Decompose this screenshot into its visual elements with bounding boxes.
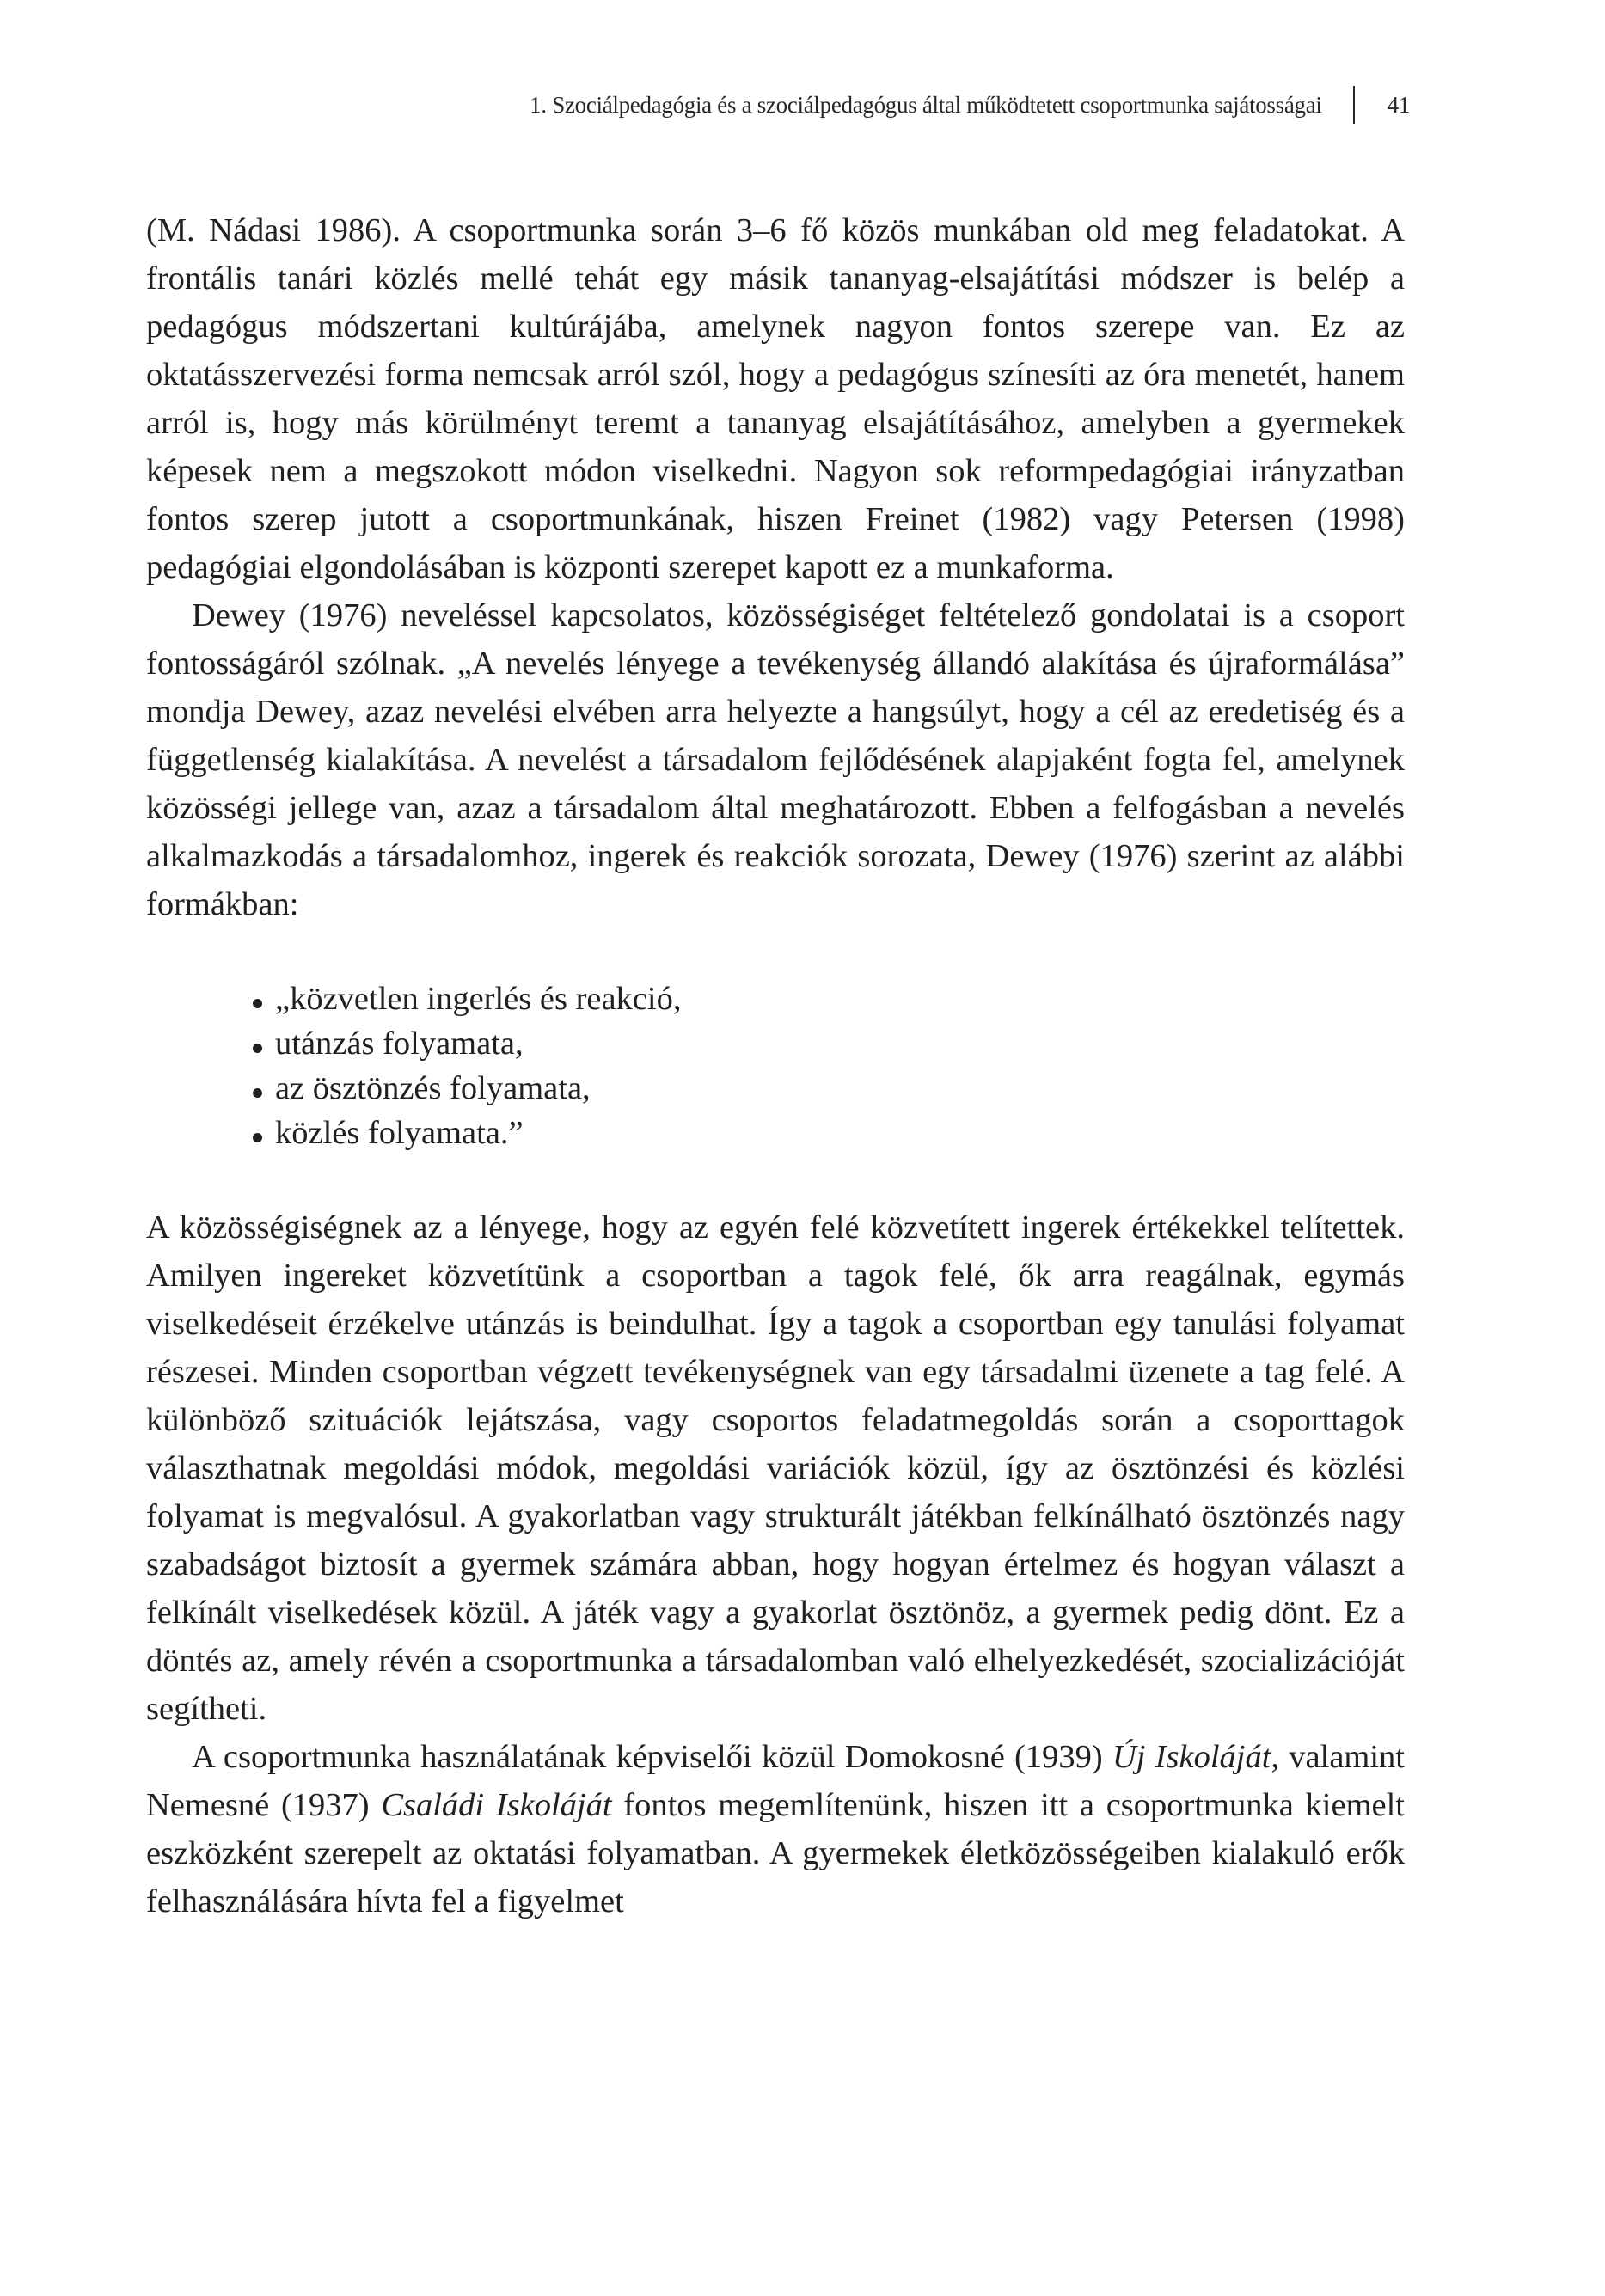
page-body — [146, 206, 1405, 1926]
list-item: utánzás folyamata, — [253, 1021, 1405, 1066]
text-run: A csoportmunka használatának képviselői közül Domokosné (1939) — [192, 1739, 1112, 1775]
list-item: „közvetlen ingerlés és reakció, — [253, 977, 1405, 1021]
book-title-csaladi-iskola: Családi Iskoláját — [381, 1787, 612, 1823]
list-item: az ösztönzés folyamata, — [253, 1066, 1405, 1111]
text-run: fontos megemlítenünk, hiszen itt a csoportmunka kiemelt eszközként szerepelt az oktatási folyamatban. A gyermekek életközösségeiben kialakuló erők felhasználására hívta fel a figyelmet — [146, 1787, 1405, 1919]
paragraph-dewey: Dewey (1976) neveléssel kapcsolatos, közösségiséget feltételező gondolatai is a csoport fontosságáról szólnak. „A nevelés lényege a tevékenység állandó alakítása és újraformálása” mondja Dewey, azaz nevelési elvében arra helyezte a hangsúlyt, hogy a cél az eredetiség és a függetlenség kialakítása. A nevelést a társadalom fejlődésének alapjaként fogta fel, amelynek közösségi jellege van, azaz a társadalom által meghatározott. Ebben a felfogásban a nevelés alkalmazkodás a társadalomhoz, ingerek és reakciók sorozata, Dewey (1976) szerint az alábbi formákban: — [146, 597, 1405, 922]
page-number: 41 — [1387, 91, 1410, 118]
chapter-title: 1. Szociálpedagógia és a szociálpedagógus által működtetett csoportmunka sajátosságai — [530, 91, 1322, 118]
paragraph-kozossegiseg: A közösségiségnek az a lényege, hogy az egyén felé közvetített ingerek értékekkel telítettek. Amilyen ingereket közvetítünk a csoportban a tagok felé, ők arra reagálnak, egymás viselkedéseit érzékelve utánzás is beindulhat. Így a tagok a csoportban egy tanulási folyamat részesei. Minden csoportban végzett tevékenységnek van egy társadalmi üzenete a tag felé. A különböző szituációk lejátszása, vagy csoportos feladatmegoldás során a csoporttagok választhatnak megoldási módok, megoldási variációk közül, így az ösztönzési és közlési folyamat is megvalósul. A gyakorlatban vagy strukturált játékban felkínálható ösztönzés nagy szabadságot biztosít a gyermek számára abban, hogy hogyan értelmez és hogyan választ a felkínált viselkedések közül. A játék vagy a gyakorlat ösztönöz, a gyermek pedig dönt. Ez a döntés az, amely révén a csoportmunka a társadalomban való elhelyezkedését, szocializációját segítheti. — [146, 1209, 1405, 1727]
list-item: közlés folyamata.” — [253, 1111, 1405, 1155]
paragraph-nadasi: (M. Nádasi 1986). A csoportmunka során 3–6 fő közös munkában old meg feladatokat. A frontális tanári közlés mellé tehát egy másik tananyag-elsajátítási módszer is belép a pedagógus módszertani kultúrájába, amelynek nagyon fontos szerepe van. Ez az oktatásszervezési forma nemcsak arról szól, hogy a pedagógus színesíti az óra menetét, hanem arról is, hogy más körülményt teremt a tananyag elsajátításához, amelyben a gyermekek képesek nem a megszokott módon viselkedni. Nagyon sok reformpedagógiai irányzatban fontos szerep jutott a csoportmunkának, hiszen Freinet (1982) vagy Petersen (1998) pedagógiai elgondolásában is központi szerepet kapott ez a munkaforma. — [146, 212, 1405, 585]
dewey-forms-list — [146, 977, 1405, 1155]
running-header — [292, 86, 1410, 124]
header-separator — [1353, 86, 1355, 124]
book-title-uj-iskola: Új Iskoláját — [1112, 1739, 1271, 1775]
paragraph-kepviselok — [146, 1733, 1405, 1926]
text-run: , valamint Nemesné (1937) — [146, 1739, 1406, 1823]
